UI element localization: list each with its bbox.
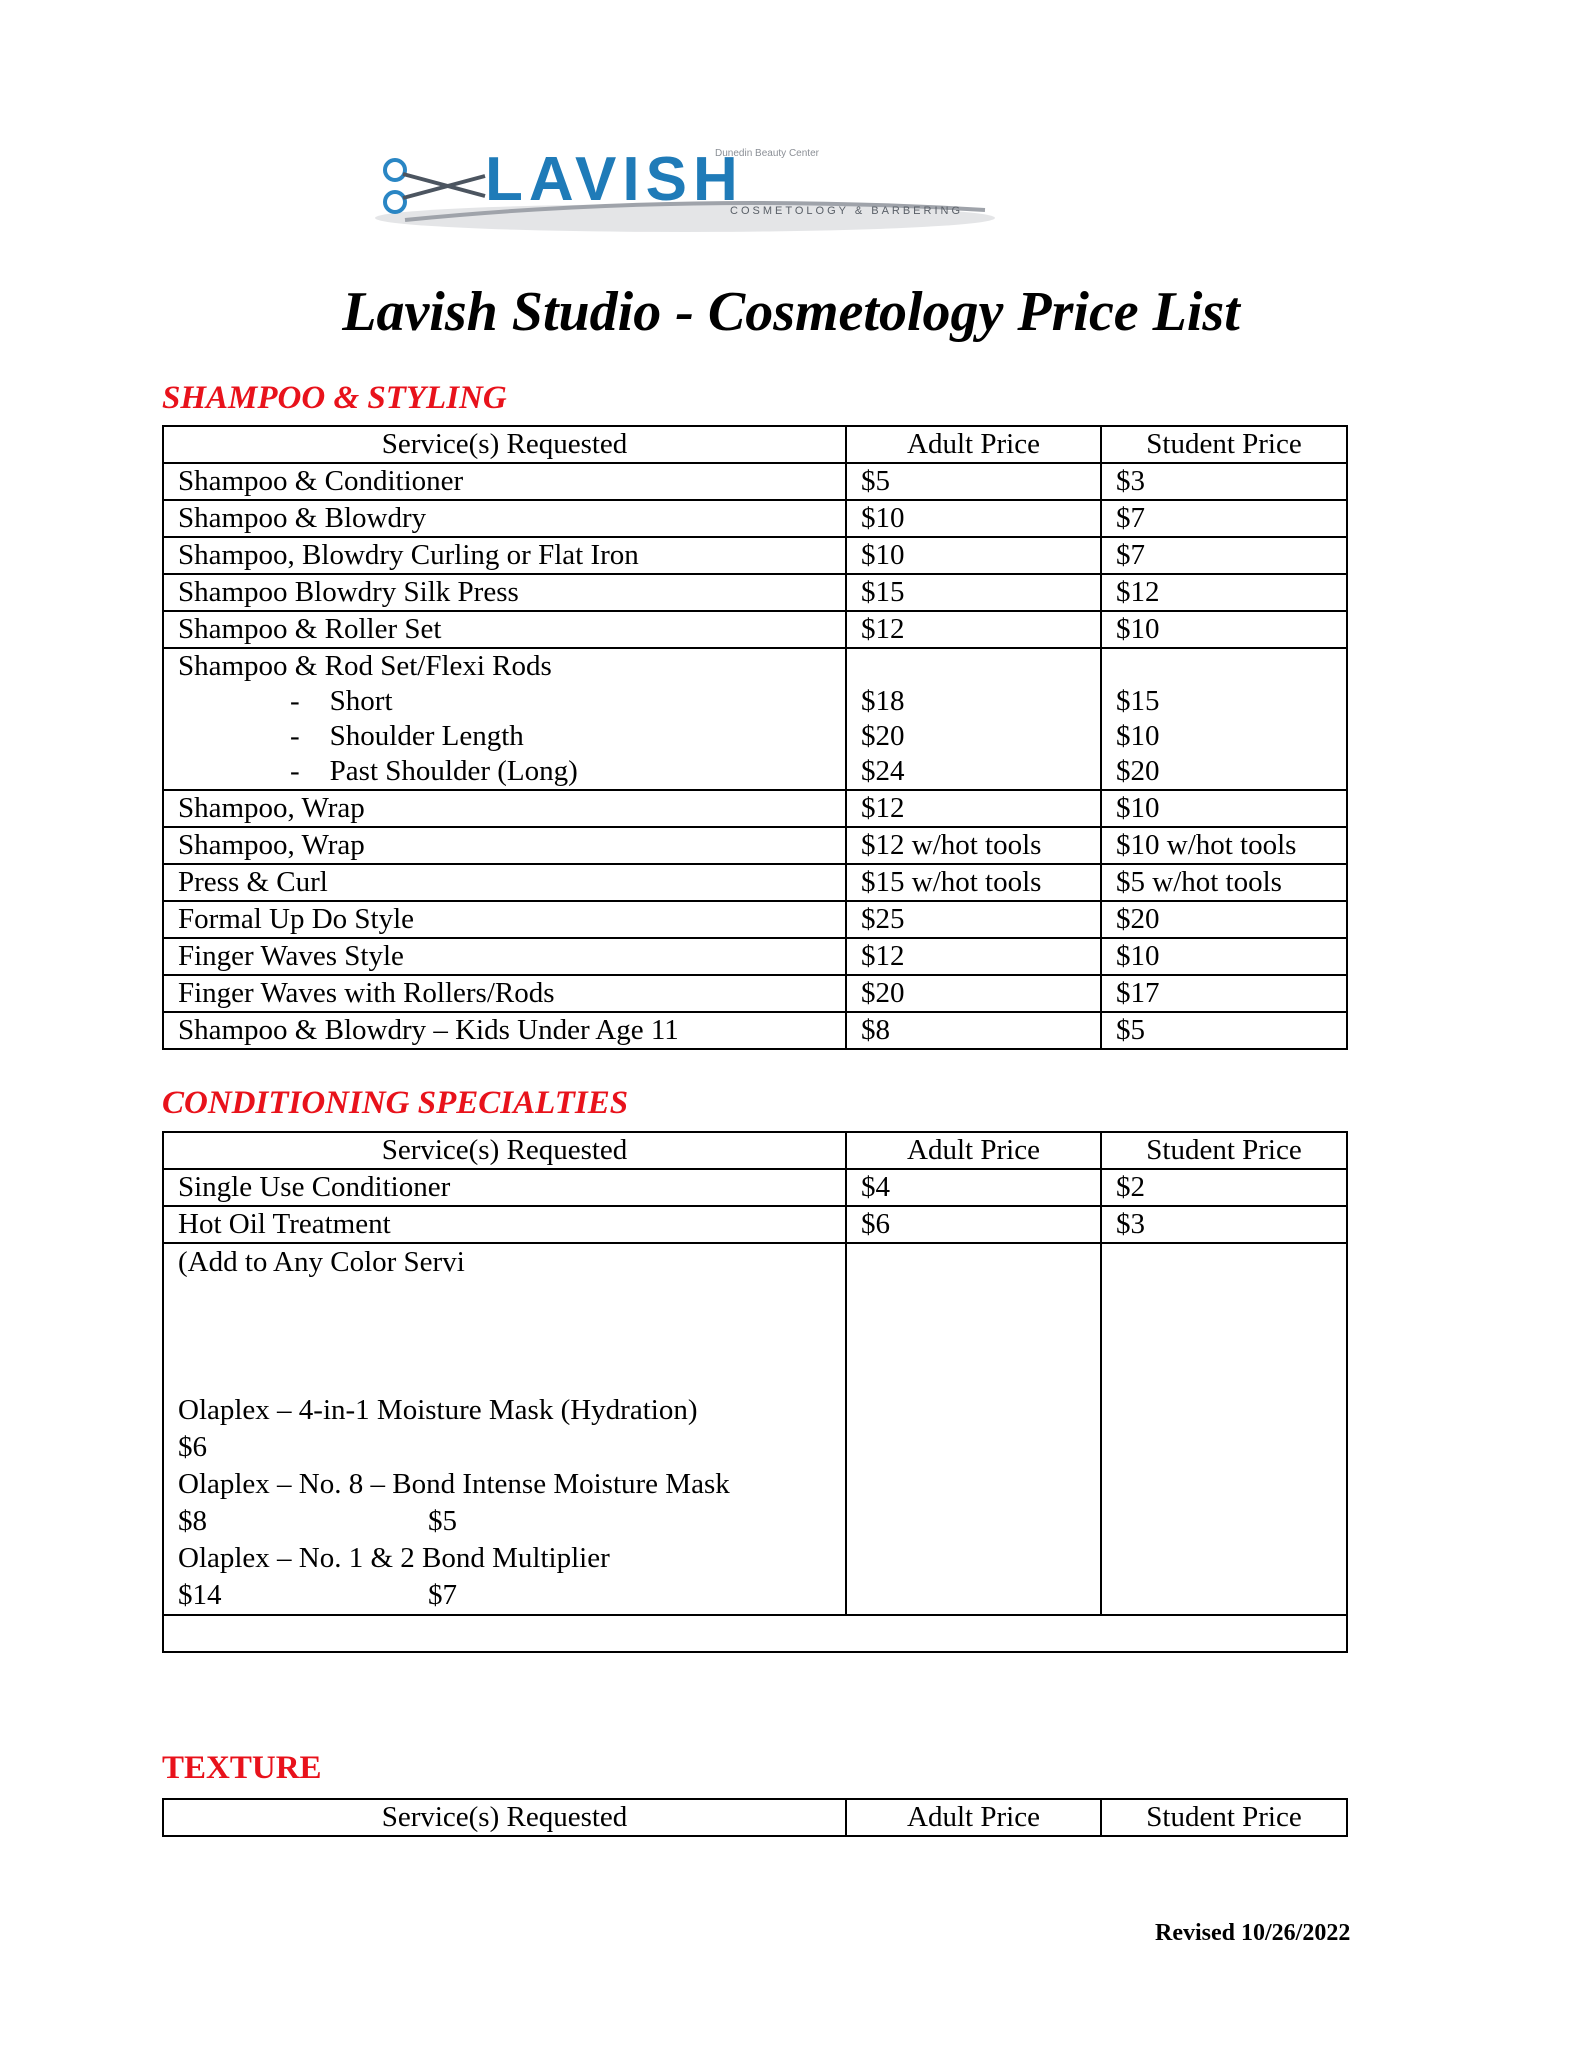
sub-item-label: Short (329, 685, 393, 717)
student-price-cell: $2 (1101, 1169, 1347, 1206)
student-price-cell: $5 w/hot tools (1101, 864, 1347, 901)
service-cell: Shampoo, Blowdry Curling or Flat Iron (163, 537, 846, 574)
adult-price-cell (846, 648, 1101, 790)
adult-price-cell: $5 (846, 463, 1101, 500)
color-service-note: (Add to Any Color Servi (178, 1246, 465, 1278)
service-cell: Shampoo & Blowdry (163, 500, 846, 537)
service-cell: Formal Up Do Style (163, 901, 846, 938)
student-price-cell: $10 (1101, 938, 1347, 975)
shampoo-styling-table (162, 425, 1348, 1050)
student-price-cell: $3 (1101, 1206, 1347, 1243)
student-price: $15 (1116, 685, 1160, 717)
column-header-service: Service(s) Requested (163, 1132, 846, 1169)
table-row (163, 537, 1347, 574)
table-row (163, 864, 1347, 901)
student-price-cell: $10 w/hot tools (1101, 827, 1347, 864)
adult-price-cell: $15 w/hot tools (846, 864, 1101, 901)
rod-set-service-label: Shampoo & Rod Set/Flexi Rods (178, 650, 552, 682)
adult-price-cell: $25 (846, 901, 1101, 938)
logo-top-text: Dunedin Beauty Center (715, 148, 819, 159)
student-price-cell: $5 (1101, 1012, 1347, 1049)
adult-price-cell: $6 (846, 1206, 1101, 1243)
adult-price-cell: $12 (846, 611, 1101, 648)
student-price-cell: $7 (1101, 537, 1347, 574)
table-header-row (163, 1799, 1347, 1836)
student-price-cell: $10 (1101, 790, 1347, 827)
table-row (163, 1012, 1347, 1049)
olaplex-adult-price: $6 (178, 1431, 207, 1463)
section-heading-texture: TEXTURE (162, 1750, 322, 1786)
olaplex-student-price: $5 (428, 1505, 457, 1537)
adult-price-cell: $20 (846, 975, 1101, 1012)
dash-marker: - (290, 720, 300, 752)
table-row (163, 901, 1347, 938)
column-header-adult: Adult Price (846, 426, 1101, 463)
table-row (163, 938, 1347, 975)
service-cell: Shampoo & Roller Set (163, 611, 846, 648)
service-cell: Finger Waves with Rollers/Rods (163, 975, 846, 1012)
table-row (163, 827, 1347, 864)
service-cell (163, 648, 846, 790)
adult-price-cell: $15 (846, 574, 1101, 611)
service-cell: Shampoo & Blowdry – Kids Under Age 11 (163, 1012, 846, 1049)
olaplex-item-name: Olaplex – No. 1 & 2 Bond Multiplier (178, 1542, 610, 1574)
service-cell: Single Use Conditioner (163, 1169, 846, 1206)
student-price-cell: $17 (1101, 975, 1347, 1012)
olaplex-student-price: $7 (428, 1579, 457, 1611)
table-header-row (163, 1132, 1347, 1169)
column-header-student: Student Price (1101, 426, 1347, 463)
table-row (163, 611, 1347, 648)
service-cell (163, 1243, 846, 1615)
revised-date: Revised 10/26/2022 (1155, 1920, 1351, 1946)
adult-price: $20 (861, 720, 905, 752)
scissors-icon (385, 160, 485, 212)
student-price: $20 (1116, 755, 1160, 787)
table-row (163, 790, 1347, 827)
olaplex-adult-price: $8 (178, 1505, 207, 1537)
adult-price-cell: $10 (846, 500, 1101, 537)
adult-price: $24 (861, 755, 905, 787)
adult-price-cell (846, 1243, 1101, 1615)
adult-price-cell: $12 w/hot tools (846, 827, 1101, 864)
sub-item-label: Past Shoulder (Long) (329, 755, 578, 787)
logo-tagline: COSMETOLOGY & BARBERING (730, 205, 964, 217)
table-row-olaplex (163, 1243, 1347, 1615)
table-row (163, 574, 1347, 611)
section-heading-shampoo: SHAMPOO & STYLING (162, 380, 507, 416)
service-cell: Press & Curl (163, 864, 846, 901)
dash-marker: - (290, 755, 300, 787)
table-row (163, 975, 1347, 1012)
service-cell: Shampoo, Wrap (163, 790, 846, 827)
olaplex-item-name: Olaplex – 4-in-1 Moisture Mask (Hydration) (178, 1394, 698, 1426)
texture-table (162, 1798, 1348, 1837)
olaplex-item-name: Olaplex – No. 8 – Bond Intense Moisture Mask (178, 1468, 730, 1500)
service-cell: Finger Waves Style (163, 938, 846, 975)
dash-marker: - (290, 685, 300, 717)
list-item (178, 754, 831, 789)
empty-cell (163, 1615, 1347, 1652)
conditioning-specialties-table (162, 1131, 1348, 1653)
student-price-cell (1101, 1243, 1347, 1615)
service-cell: Shampoo, Wrap (163, 827, 846, 864)
adult-price-cell: $12 (846, 938, 1101, 975)
table-row (163, 1169, 1347, 1206)
column-header-adult: Adult Price (846, 1799, 1101, 1836)
table-row-empty (163, 1615, 1347, 1652)
table-row-rod-set (163, 648, 1347, 790)
student-price-cell (1101, 648, 1347, 790)
column-header-student: Student Price (1101, 1132, 1347, 1169)
column-header-student: Student Price (1101, 1799, 1347, 1836)
olaplex-adult-price: $14 (178, 1579, 222, 1611)
list-item (178, 684, 831, 719)
adult-price: $18 (861, 685, 905, 717)
student-price-cell: $12 (1101, 574, 1347, 611)
logo-brand-text: LAVISH (485, 145, 744, 214)
list-item (178, 719, 831, 754)
student-price-cell: $20 (1101, 901, 1347, 938)
column-header-service: Service(s) Requested (163, 1799, 846, 1836)
student-price-cell: $10 (1101, 611, 1347, 648)
column-header-service: Service(s) Requested (163, 426, 846, 463)
service-cell: Hot Oil Treatment (163, 1206, 846, 1243)
section-heading-conditioning: CONDITIONING SPECIALTIES (162, 1085, 629, 1121)
student-price-cell: $7 (1101, 500, 1347, 537)
table-row (163, 463, 1347, 500)
service-cell: Shampoo Blowdry Silk Press (163, 574, 846, 611)
adult-price-cell: $12 (846, 790, 1101, 827)
adult-price-cell: $8 (846, 1012, 1101, 1049)
student-price: $10 (1116, 720, 1160, 752)
sub-item-label: Shoulder Length (329, 720, 524, 752)
column-header-adult: Adult Price (846, 1132, 1101, 1169)
table-header-row (163, 426, 1347, 463)
service-cell: Shampoo & Conditioner (163, 463, 846, 500)
adult-price-cell: $10 (846, 537, 1101, 574)
table-row (163, 500, 1347, 537)
table-row (163, 1206, 1347, 1243)
student-price-cell: $3 (1101, 463, 1347, 500)
adult-price-cell: $4 (846, 1169, 1101, 1206)
lavish-logo (365, 140, 1005, 240)
page-title: Lavish Studio - Cosmetology Price List (342, 281, 1240, 343)
